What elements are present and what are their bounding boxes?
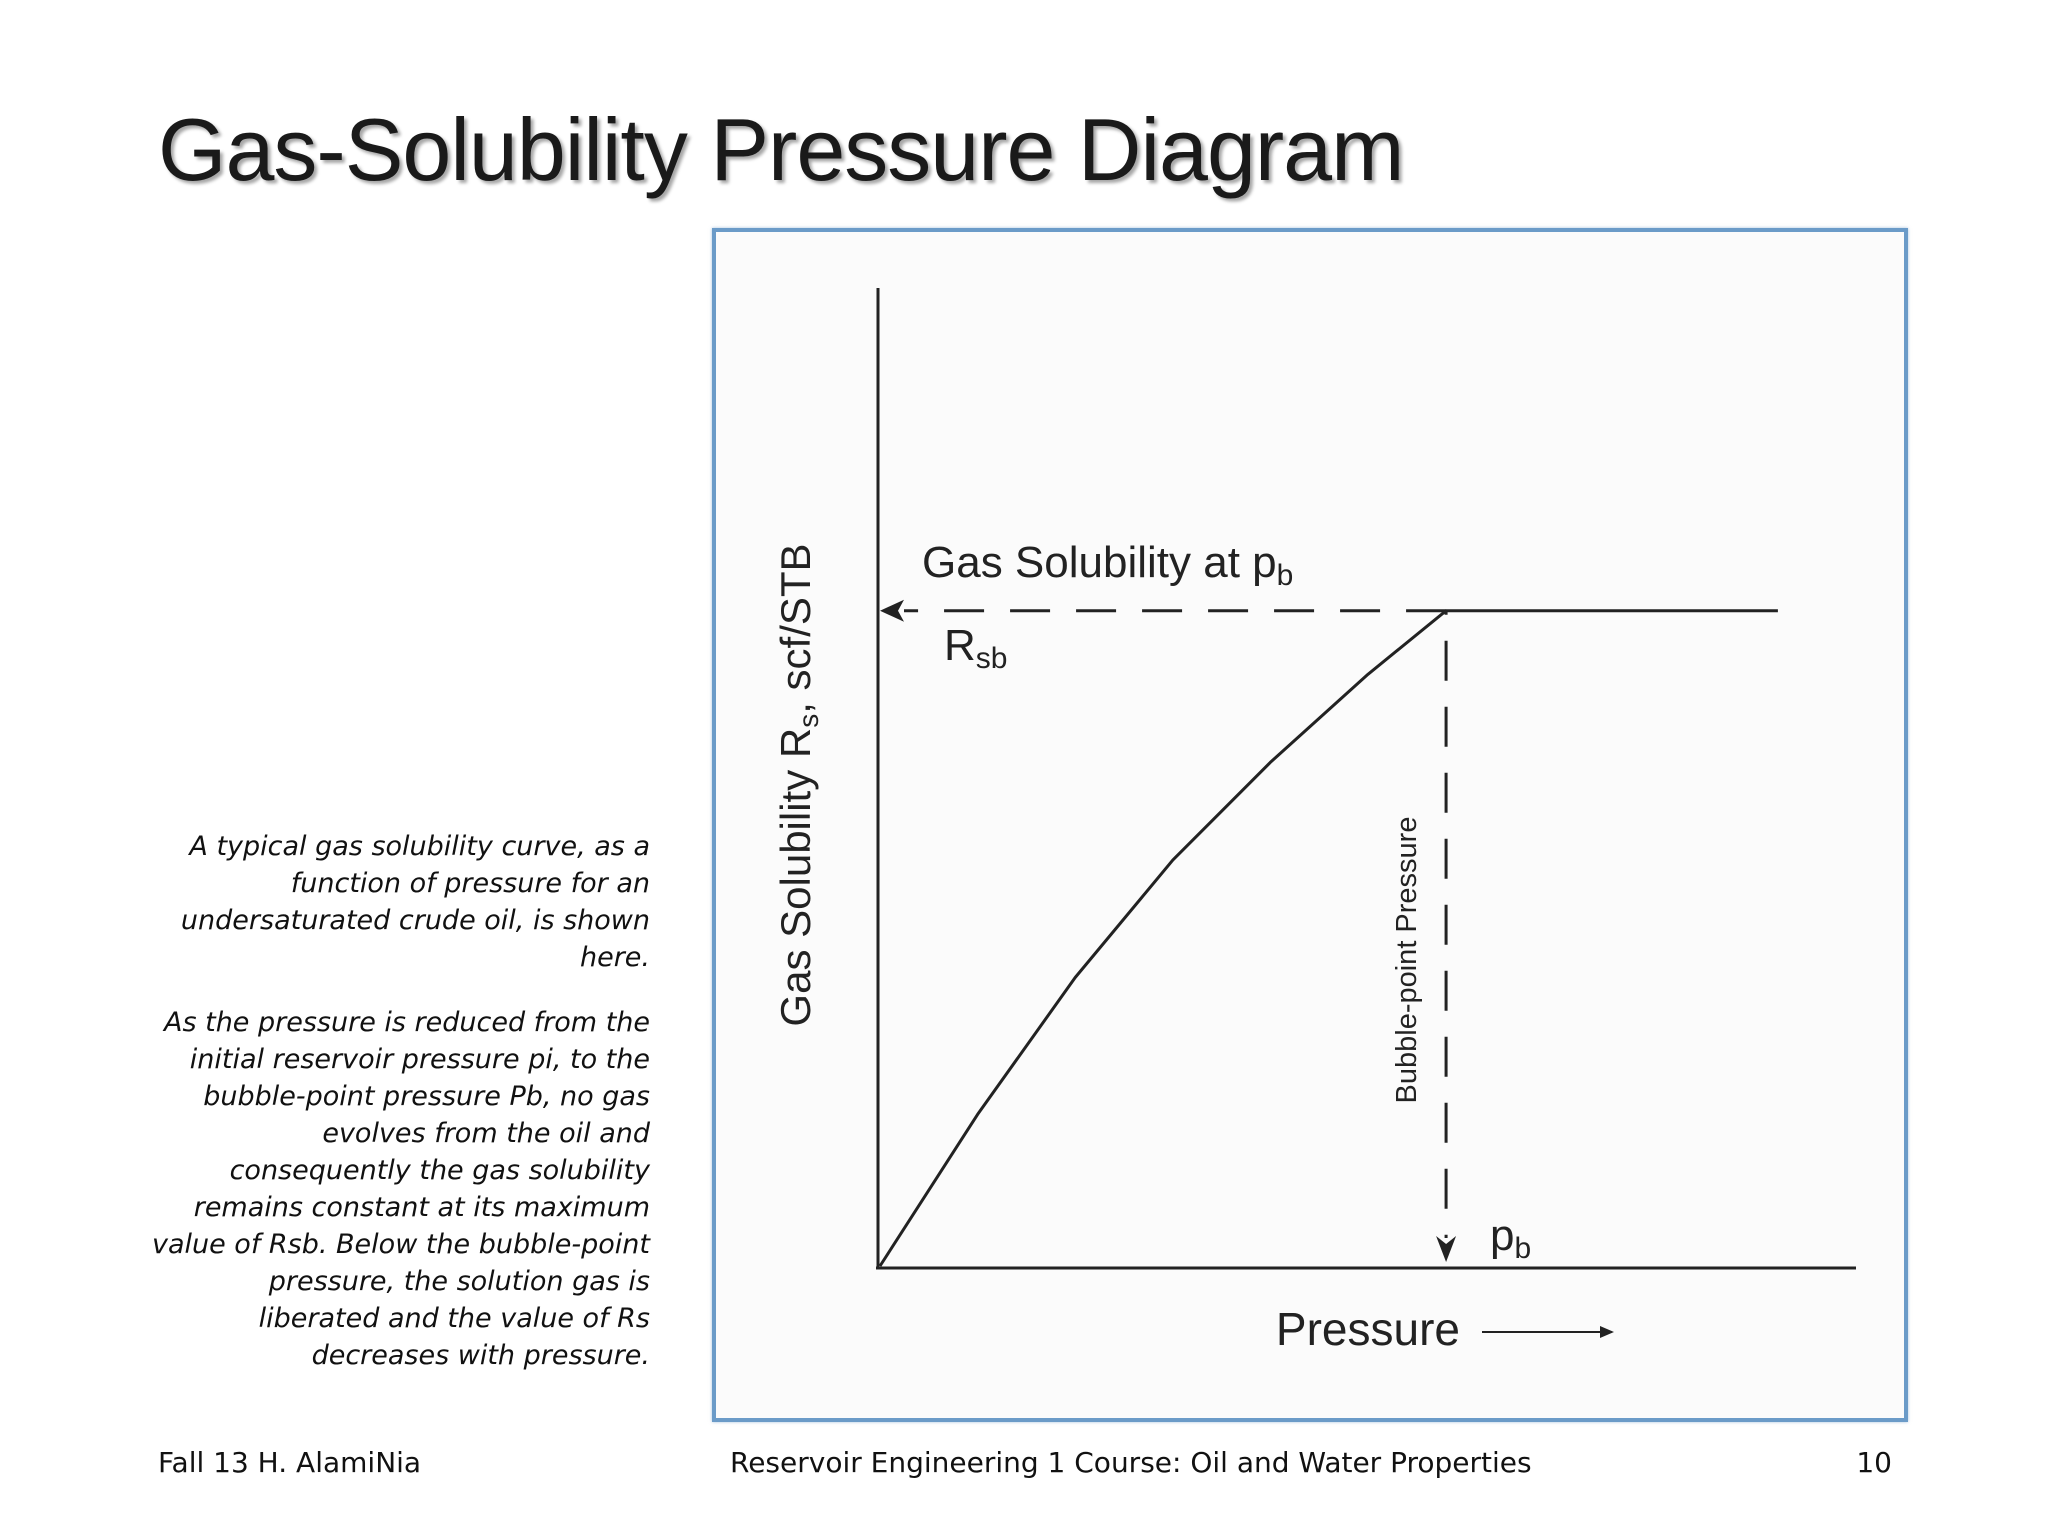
rsb-symbol-sub: sb <box>975 642 1008 675</box>
rsb-arrowhead <box>880 600 904 622</box>
ylabel-prefix: Gas Solubility R <box>772 727 819 1027</box>
slide-title: Gas-Solubility Pressure Diagram <box>158 100 1404 199</box>
footer-course: Reservoir Engineering 1 Course: Oil and Water Properties <box>730 1446 1532 1479</box>
footer-author: Fall 13 H. AlamiNia <box>158 1446 422 1479</box>
pb-arrowhead <box>1436 1236 1456 1262</box>
rsb-annotation-main: Gas Solubility at p <box>922 538 1277 587</box>
pb-symbol-main: p <box>1490 1211 1515 1260</box>
footer-page-number: 10 <box>1856 1446 1892 1479</box>
ylabel-suffix: , scf/STB <box>772 543 819 714</box>
caption-paragraph-1: A typical gas solubility curve, as a function of pressure for an undersaturated crude oil, is shown here. <box>180 831 650 973</box>
rsb-annotation-sub: b <box>1276 559 1294 592</box>
solubility-curve <box>880 611 1778 1266</box>
pb-symbol-sub: b <box>1514 1232 1532 1265</box>
rsb-annotation-label <box>922 538 1293 592</box>
rsb-symbol <box>944 621 1007 675</box>
bubble-point-label: Bubble-point Pressure <box>1391 816 1423 1104</box>
ylabel-sub: s <box>793 713 824 728</box>
y-axis-label <box>772 543 824 1026</box>
x-axis-label: Pressure <box>1275 1303 1460 1355</box>
caption-paragraph-2: As the pressure is reduced from the initial reservoir pressure pi, to the bubble-point pressure Pb, no gas evolves from the oil and consequently the gas solubility remains constant at its maximum value of Rsb. Below the bubble-point pressure, the solution gas is liberated and the value of Rs decreases with pressure. <box>151 1007 650 1371</box>
pb-symbol <box>1490 1211 1531 1265</box>
rsb-symbol-main: R <box>944 621 976 670</box>
